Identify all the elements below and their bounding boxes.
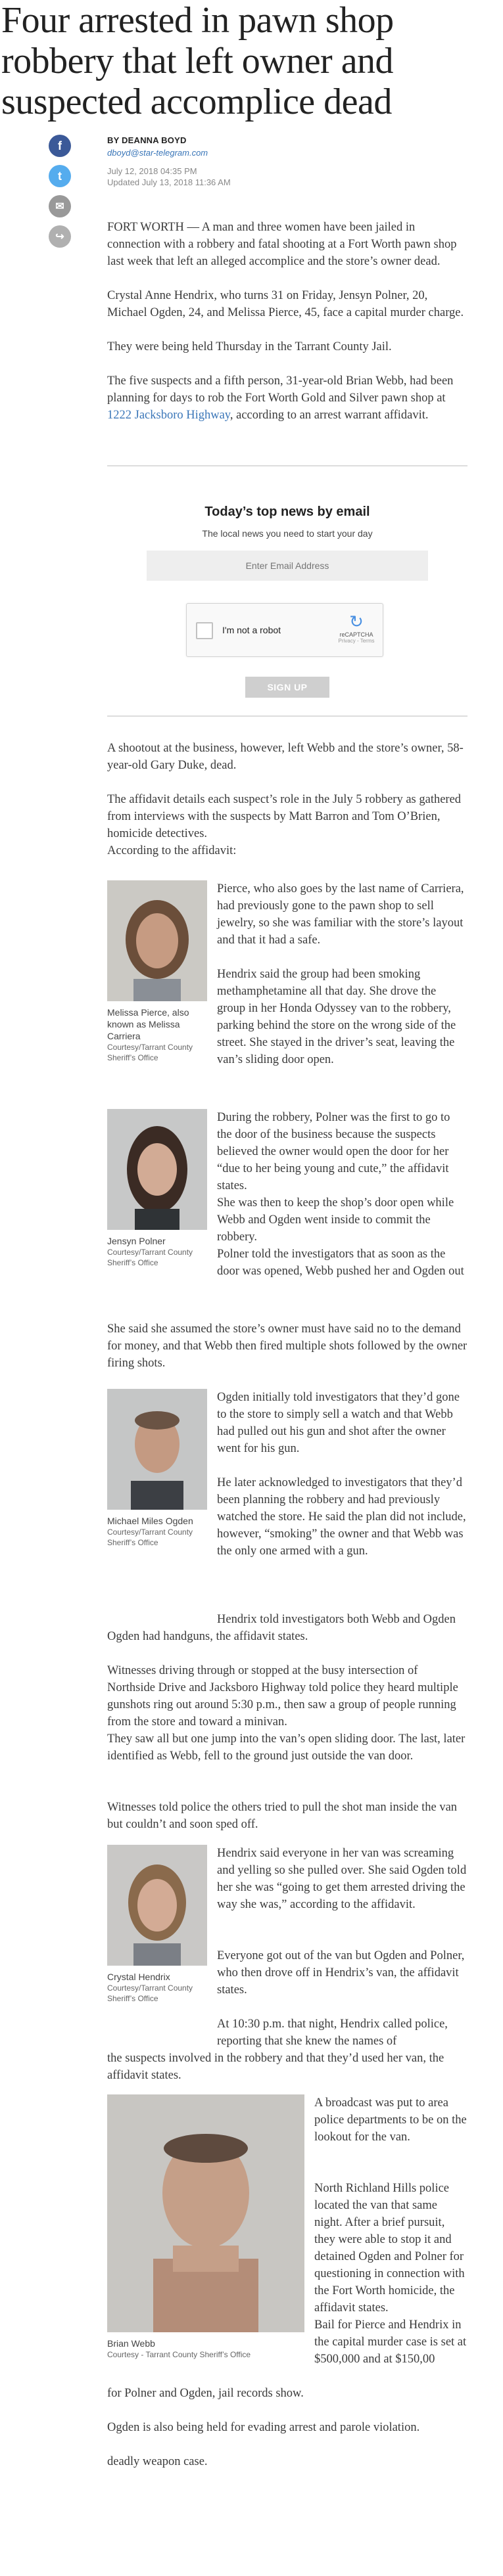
captcha-terms-link[interactable]: Privacy - Terms (338, 638, 375, 644)
byline (107, 135, 231, 188)
paragraph: During the robbery, Polner was the first to go to the door of the business because the suspects believed the owner would open the door for her “due to her being young and cute,” the affidavit states. (217, 1111, 450, 1192)
newsletter-title: Today’s top news by email (204, 505, 370, 519)
paragraph: They were being held Thursday in the Tarrant County Jail. (107, 340, 392, 353)
photo-caption: Michael Miles Ogden Courtesy/Tarrant County Sheriff’s Office (107, 1516, 193, 1547)
signup-button[interactable]: SIGN UP (245, 677, 329, 698)
paragraph: The five suspects and a fifth person, 31-year-old Brian Webb, had been planning for days to rob the Fort Worth Gold and Silver pawn shop at 1222 Jacksboro Highway, according to an arrest warrant affidavit. (107, 374, 454, 422)
photo-caption: Brian Webb Courtesy - Tarrant County Sheriff’s Office (107, 2338, 251, 2359)
paragraph: Crystal Anne Hendrix, who turns 31 on Friday, Jensyn Polner, 20, Michael Ogden, 24, and Melissa Pierce, 45, face a capital murder charge. (107, 289, 464, 319)
updated-date: Updated July 13, 2018 11:36 AM (107, 177, 231, 187)
email-input[interactable] (147, 551, 428, 581)
newsletter-signup (107, 465, 467, 717)
twitter-share-button[interactable] (49, 165, 71, 187)
paragraph: She said she assumed the store’s owner must have said no to the demand for money, and that Webb then fired multiple shots followed by the owner firing shots. (107, 1322, 467, 1370)
recaptcha-icon: ↻ (349, 612, 364, 631)
photo-caption: Melissa Pierce, also known as Melissa Carriera Courtesy/Tarrant County Sheriff’s Office (107, 1007, 193, 1062)
published-date: July 12, 2018 04:35 PM (107, 166, 197, 176)
facebook-share-button[interactable] (49, 135, 71, 157)
mugshot-ogden (107, 1389, 207, 1510)
mugshot-image (107, 2094, 304, 2332)
paragraph: FORT WORTH — A man and three women have been jailed in connection with a robbery and fatal shooting at a Fort Worth pawn shop last week that left an alleged accomplice and the store’s owner dead. (107, 221, 457, 268)
paragraph: deadly weapon case. (107, 2455, 208, 2468)
paragraph: According to the affidavit: (107, 844, 237, 857)
paragraph: Pierce, who also goes by the last name of Carriera, had previously gone to the pawn shop to sell jewelry, so she was familiar with the store’s layout and that it had a safe. (217, 882, 464, 947)
mugshot-polner (107, 1109, 207, 1230)
mugshot-image (107, 1389, 207, 1510)
newsletter-subtitle: The local news you need to start your day (202, 528, 373, 539)
paragraph: Ogden initially told investigators that they’d gone to the store to simply sell a watch and that Webb had pulled out his gun and shot after the owner went for his gun. (217, 1391, 460, 1455)
mugshot-image (107, 1109, 207, 1230)
paragraph: They saw all but one jump into the van’s open sliding door. The last, later identified as Webb, fell to the ground just outside the van door. (107, 1732, 466, 1763)
facebook-icon: f (58, 139, 62, 152)
share-icon: ↪ (55, 231, 64, 242)
captcha-label: I'm not a robot (222, 625, 281, 635)
paragraph: Ogden had handguns, the affidavit states. (107, 1630, 308, 1643)
mugshot-webb (107, 2094, 304, 2332)
email-share-button[interactable] (49, 195, 71, 217)
mugshot-image (107, 880, 207, 1001)
author-name: BY DEANNA BOYD (107, 135, 187, 145)
paragraph: A shootout at the business, however, left Webb and the store’s owner, 58-year-old Gary Duke, dead. (107, 742, 464, 772)
author-email-link[interactable]: dboyd@star-telegram.com (107, 148, 208, 158)
paragraph: Polner told the investigators that as soon as the door was opened, Webb pushed her and Ogden out (217, 1248, 464, 1278)
mugshot-pierce (107, 880, 207, 1001)
paragraph: Hendrix said the group had been smoking methamphetamine all that day. She drove the group in her Honda Odyssey van to the robbery, parking behind the store on the wrong side of the street. She stayed in the driver’s seat, leaving the van’s sliding door open. (217, 968, 456, 1066)
paragraph: Witnesses driving through or stopped at the busy intersection of Northside Drive and Jacksboro Highway told police they heard multiple gunshots ring out around 5:30 p.m., then saw a group of people running from the store and toward a minivan. (107, 1664, 458, 1729)
mugshot-hendrix (107, 1845, 207, 1966)
paragraph: He later acknowledged to investigators that they’d been planning the robbery and had previously watched the store. He said the plan did not include, however, “smoking” the owner and that Webb was the only one armed with a gun. (217, 1476, 466, 1558)
paragraph: Ogden is also being held for evading arrest and parole violation. (107, 2421, 420, 2434)
email-icon: ✉ (55, 201, 64, 212)
paragraph: Hendrix said everyone in her van was screaming and yelling so she pulled over. She said Ogden told her she was “going to get them arrested driving the way she was,” according to the affidavit. (217, 1847, 467, 1911)
paragraph: A broadcast was put to area police departments to be on the lookout for the van. (314, 2096, 467, 2144)
more-share-button[interactable] (49, 225, 71, 248)
mugshot-image (107, 1845, 207, 1966)
twitter-icon: t (58, 169, 62, 183)
recaptcha-logo: ↻ reCAPTCHA Privacy - Terms (338, 612, 375, 644)
paragraph: North Richland Hills police located the van that same night. After a brief pursuit, they were able to stop it and detained Ogden and Polner for questioning in connection with the Fort Worth homicide, the affidavit states. (314, 2182, 465, 2315)
paragraph: Bail for Pierce and Hendrix in the capital murder case is set at $500,000 and at $150,00 (314, 2318, 467, 2366)
paragraph: She was then to keep the shop’s door open while Webb and Ogden went inside to commit the robbery. (217, 1196, 454, 1244)
paragraph: the suspects involved in the robbery and that they’d used her van, the affidavit states. (107, 2052, 444, 2082)
photo-caption: Jensyn Polner Courtesy/Tarrant County Sheriff’s Office (107, 1236, 193, 1267)
recaptcha-widget (186, 603, 383, 657)
article-headline: Four arrested in pawn shop robbery that left owner and suspected accomplice dead (1, 0, 394, 122)
photo-caption: Crystal Hendrix Courtesy/Tarrant County Sheriff’s Office (107, 1972, 193, 2003)
paragraph: for Polner and Ogden, jail records show. (107, 2387, 304, 2400)
captcha-checkbox[interactable] (196, 622, 213, 639)
paragraph: Hendrix told investigators both Webb and Ogden (217, 1613, 456, 1626)
paragraph: At 10:30 p.m. that night, Hendrix called police, reporting that she knew the names of (217, 2018, 448, 2048)
paragraph: Witnesses told police the others tried to pull the shot man inside the van but couldn’t and soon sped off. (107, 1801, 458, 1831)
paragraph: Everyone got out of the van but Ogden and Polner, who then drove off in Hendrix’s van, the affidavit states. (217, 1949, 465, 1997)
address-link[interactable]: 1222 Jacksboro Highway (107, 409, 230, 422)
paragraph: The affidavit details each suspect’s role in the July 5 robbery as gathered from interviews with the suspects by Matt Barron and Tom O’Brien, homicide detectives. (107, 793, 462, 840)
